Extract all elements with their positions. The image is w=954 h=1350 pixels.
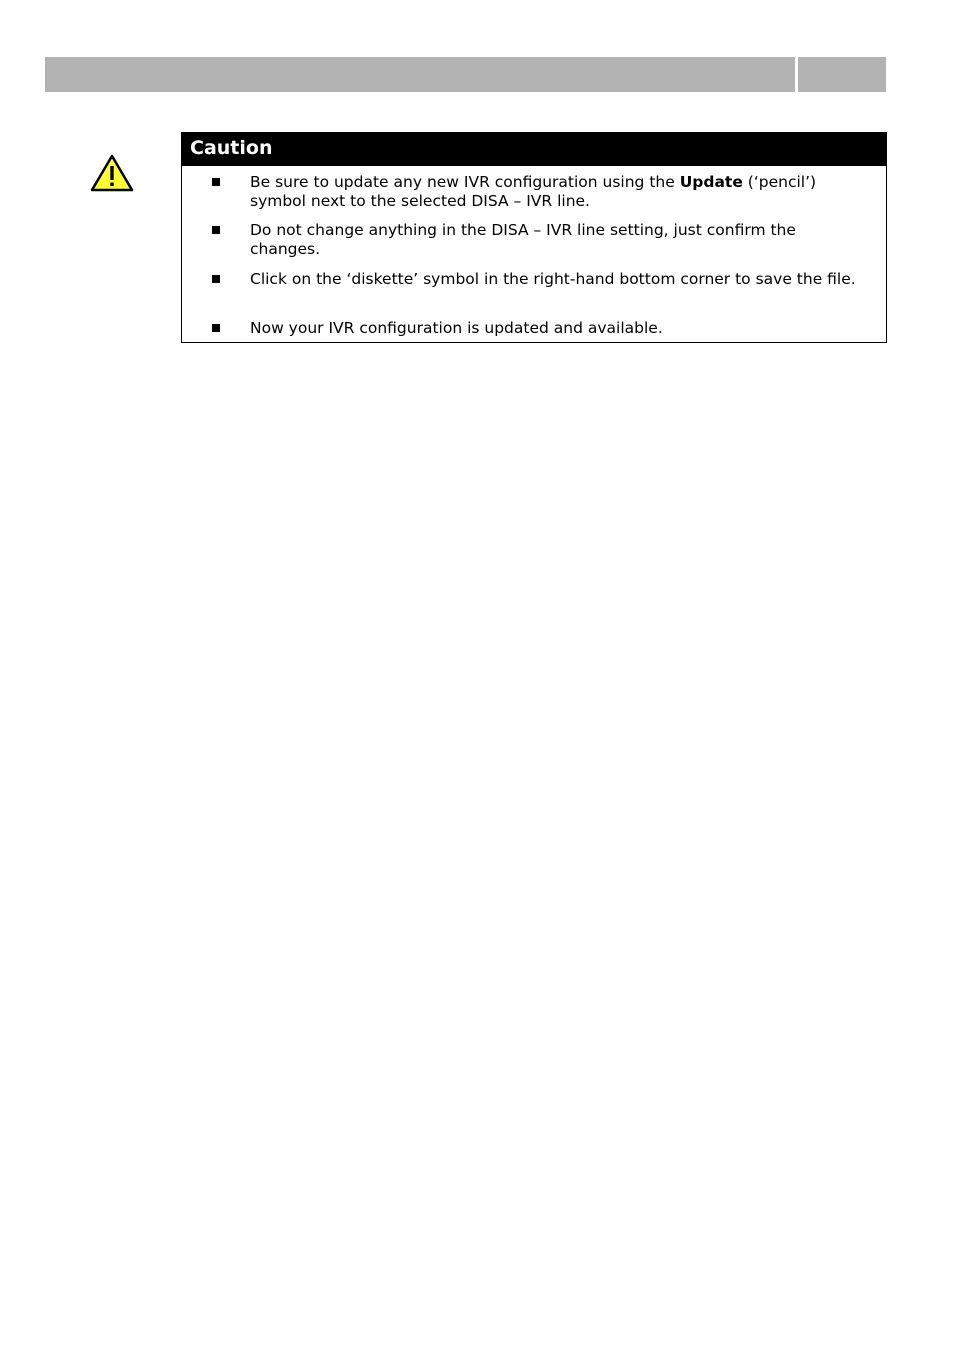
header-bar-side [798,57,886,92]
square-bullet [212,178,220,186]
caution-item-text-after: (‘pencil’) symbol next to the selected DISA – IVR line. [250,173,817,210]
header-bar-main [45,57,795,92]
caution-title: Caution [182,133,886,166]
caution-item [250,173,860,211]
caution-item-text: Do not change anything in the DISA – IVR line setting, just confirm the changes. [250,221,796,258]
square-bullet [212,275,220,283]
caution-item-text-before: Be sure to update any new IVR configuration using the [250,173,680,191]
caution-item-text: Click on the ‘diskette’ symbol in the right-hand bottom corner to save the file. [250,270,856,288]
square-bullet [212,226,220,234]
caution-item-bold: Update [679,173,743,191]
square-bullet [212,324,220,332]
caution-item [250,221,860,259]
caution-item-text: Now your IVR configuration is updated and available. [250,319,663,337]
caution-item [250,270,860,289]
caution-item [250,319,860,338]
warning-triangle-icon [89,153,135,193]
caution-box [181,132,887,343]
